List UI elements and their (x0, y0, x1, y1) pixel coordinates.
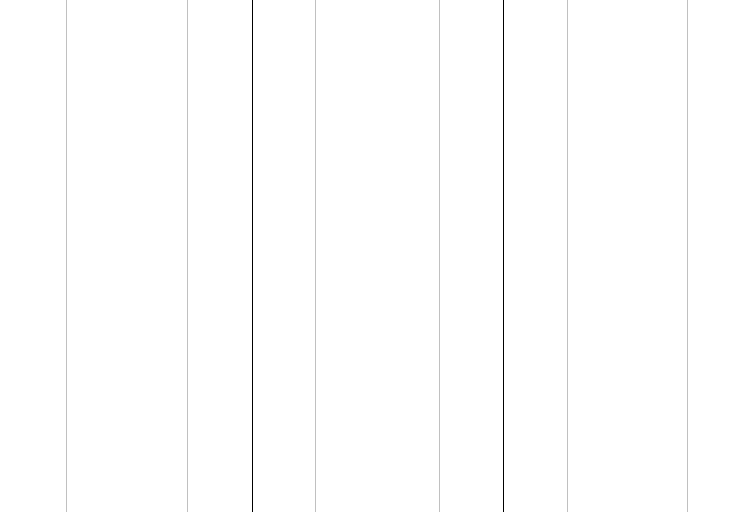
grid-line (567, 0, 568, 512)
section-divider (503, 0, 504, 512)
grid-line (187, 0, 188, 512)
section-divider (252, 0, 253, 512)
grid-line (439, 0, 440, 512)
grid-line (66, 0, 67, 512)
grid-line (315, 0, 316, 512)
grid-line (687, 0, 688, 512)
